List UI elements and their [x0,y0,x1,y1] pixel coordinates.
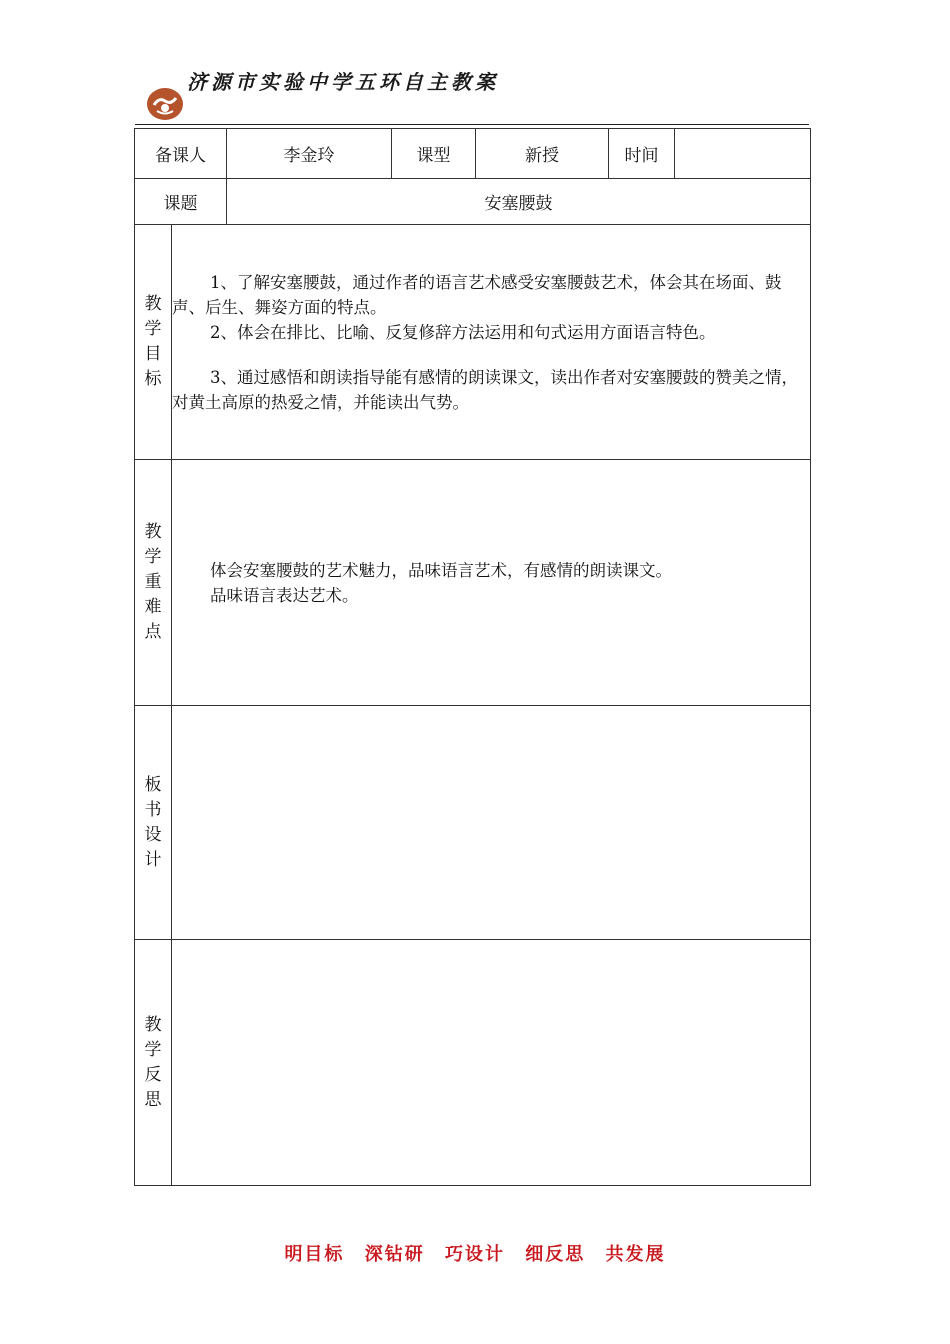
reflection-content [172,940,811,1186]
objectives-label: 教 学 目 标 [135,225,172,460]
board-design-content [172,706,811,940]
motto-item: 巧设计 [445,1244,505,1265]
topic-label: 课题 [135,179,227,225]
time-value [675,129,811,179]
objectives-content [172,225,811,460]
lesson-type-value: 新授 [476,129,609,179]
topic-row [135,179,811,225]
motto-item: 深钻研 [364,1244,425,1265]
lesson-type-label: 课型 [392,129,476,179]
info-row [135,129,811,179]
reflection-label: 教 学 反 思 [135,940,172,1186]
objective-item: 1、了解安塞腰鼓，通过作者的语言艺术感受安塞腰鼓艺术，体会其在场面、鼓声、后生、舞姿方面的特点。 [172,272,782,317]
motto-item: 共发展 [605,1244,666,1265]
preparer-value: 李金玲 [227,129,392,179]
objectives-row [135,225,811,460]
topic-value: 安塞腰鼓 [227,179,811,225]
board-design-label: 板 书 设 计 [135,706,172,940]
school-logo-icon [145,86,185,122]
key-points-label: 教 学 重 难 点 [135,460,172,706]
preparer-label: 备课人 [135,129,227,179]
footer-motto [0,1240,950,1266]
time-label: 时间 [609,129,675,179]
objective-item: 2、体会在排比、比喻、反复修辞方法运用和句式运用方面语言特色。 [210,322,716,342]
key-points-row [135,460,811,706]
school-title: 济源市实验中学五环自主教案 [187,70,499,94]
key-point-item: 体会安塞腰鼓的艺术魅力，品味语言艺术，有感情的朗读课文。 [210,560,672,580]
key-point-item: 品味语言表达艺术。 [210,585,359,605]
objective-item: 3、通过感悟和朗读指导能有感情的朗读课文，读出作者对安塞腰鼓的赞美之情，对黄土高原的热爱之情，并能读出气势。 [172,367,798,412]
lesson-plan-table [134,128,811,1186]
reflection-row [135,940,811,1186]
motto-item: 细反思 [525,1244,586,1265]
board-design-row [135,706,811,940]
page-header [135,58,810,128]
motto-item: 明目标 [284,1244,345,1265]
header-divider [135,124,809,125]
key-points-content [172,460,811,706]
